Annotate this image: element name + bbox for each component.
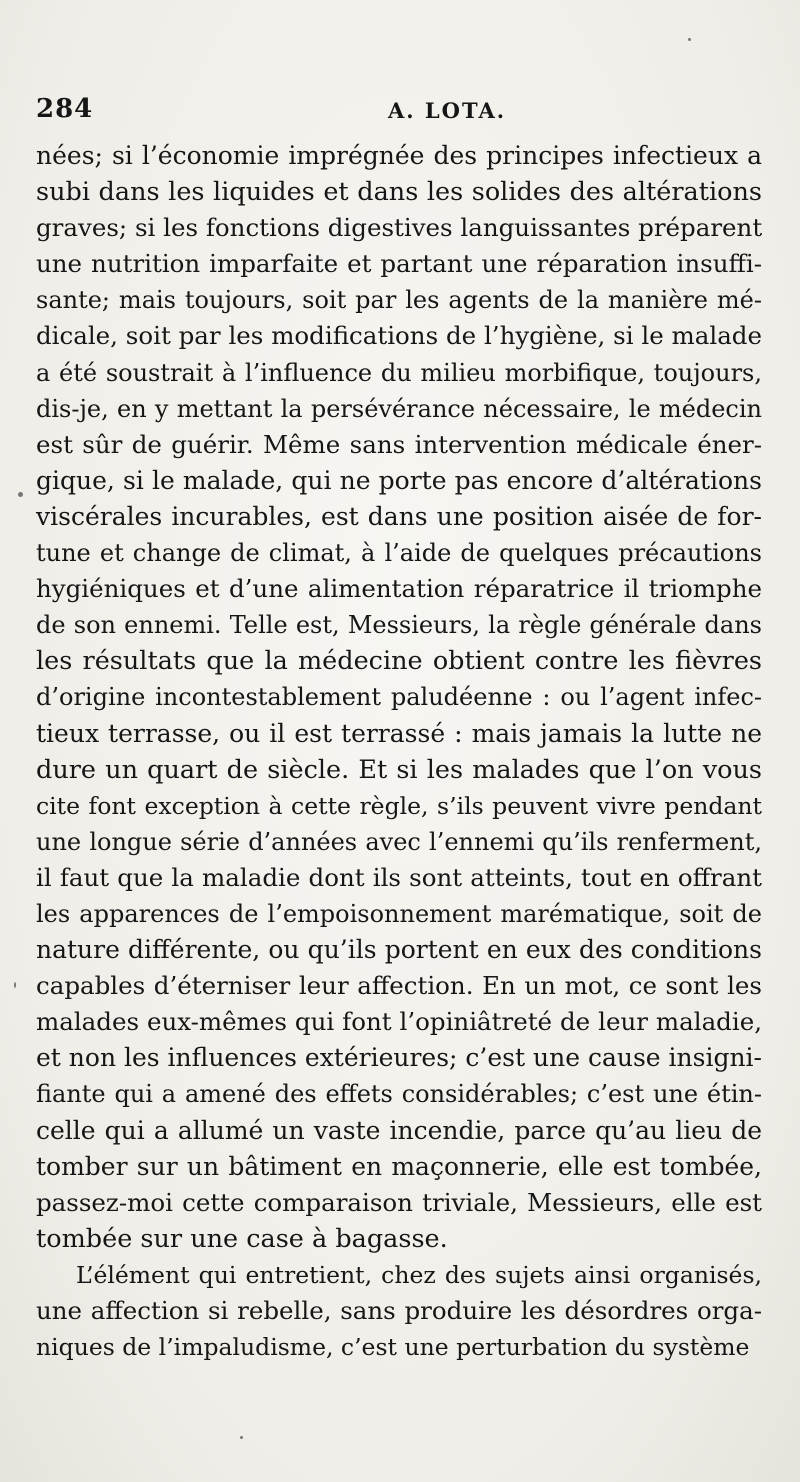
text-line: fiante qui a amené des effets considérables; c’est une étin- (36, 1080, 762, 1109)
text-line: malades eux-mêmes qui font l’opiniâtreté de leur maladie, (36, 1007, 762, 1037)
text-line: il faut que la maladie dont ils sont atteints, tout en offrant (36, 862, 762, 892)
text-line: tomber sur un bâtiment en maçonnerie, elle est tombée, (36, 1151, 762, 1181)
print-speck (240, 1436, 243, 1439)
text-line: est sûr de guérir. Même sans intervention médicale éner- (36, 429, 762, 459)
text-line: a été soustrait à l’influence du milieu morbifique, toujours, (36, 358, 762, 387)
text-line: dicale, soit par les modifications de l’hygiène, si le malade (36, 321, 762, 351)
text-line: cite font exception à cette règle, s’ils peuvent vivre pendant (36, 791, 762, 820)
print-speck (688, 38, 691, 41)
text-line: celle qui a allumé un vaste incendie, parce qu’au lieu de (36, 1115, 762, 1145)
body-text (36, 138, 762, 1365)
text-line: d’origine incontestablement paludéenne : ou l’agent infec- (36, 683, 762, 712)
text-line: tieux terrasse, ou il est terrassé : mais jamais la lutte ne (36, 718, 762, 748)
text-line: tombée sur une case à bagasse. (36, 1223, 448, 1254)
print-speck (18, 492, 23, 497)
text-line: gique, si le malade, qui ne porte pas encore d’altérations (36, 465, 762, 495)
text-line: niques de l’impaludisme, c’est une perturbation du système (36, 1333, 750, 1362)
text-line: une affection si rebelle, sans produire les désordres orga- (36, 1296, 762, 1325)
text-line: dis-je, en y mettant la persévérance nécessaire, le médecin (36, 394, 762, 423)
text-line: de son ennemi. Telle est, Messieurs, la règle générale dans (36, 611, 762, 640)
text-line: les apparences de l’empoisonnement marématique, soit de (36, 899, 762, 928)
text-line: hygiéniques et d’une alimentation réparatrice il triomphe (36, 574, 762, 604)
text-line: tune et change de climat, à l’aide de quelques précautions (36, 539, 762, 568)
page-header (36, 94, 762, 134)
running-head: A. LOTA. (388, 98, 507, 123)
paragraph (36, 138, 762, 1257)
text-line: graves; si les fonctions digestives languissantes préparent (36, 213, 763, 243)
text-line: viscérales incurables, est dans une position aisée de for- (36, 501, 762, 531)
text-line: une nutrition imparfaite et partant une réparation insuffi- (36, 249, 762, 279)
paragraph (36, 1257, 762, 1365)
text-line: nées; si l’économie imprégnée des principes infectieux a (36, 141, 762, 170)
text-line: passez-moi cette comparaison triviale, Messieurs, elle est (36, 1187, 762, 1217)
text-line: L’élément qui entretient, chez des sujets ainsi organisés, (76, 1260, 762, 1289)
print-speck (14, 982, 16, 988)
page-number: 284 (36, 94, 94, 124)
text-line: nature différente, ou qu’ils portent en eux des conditions (36, 935, 762, 965)
text-line: sante; mais toujours, soit par les agents de la manière mé- (36, 286, 762, 315)
text-line: dure un quart de siècle. Et si les malades que l’on vous (36, 754, 762, 785)
text-line: capables d’éterniser leur affection. En un mot, ce sont les (36, 971, 762, 1001)
text-line: les résultats que la médecine obtient contre les fièvres (36, 646, 762, 677)
text-line: subi dans les liquides et dans les solides des altérations (36, 177, 762, 208)
text-line: et non les influences extérieures; c’est une cause insigni- (36, 1043, 762, 1073)
text-line: une longue série d’années avec l’ennemi qu’ils renferment, (36, 827, 762, 856)
